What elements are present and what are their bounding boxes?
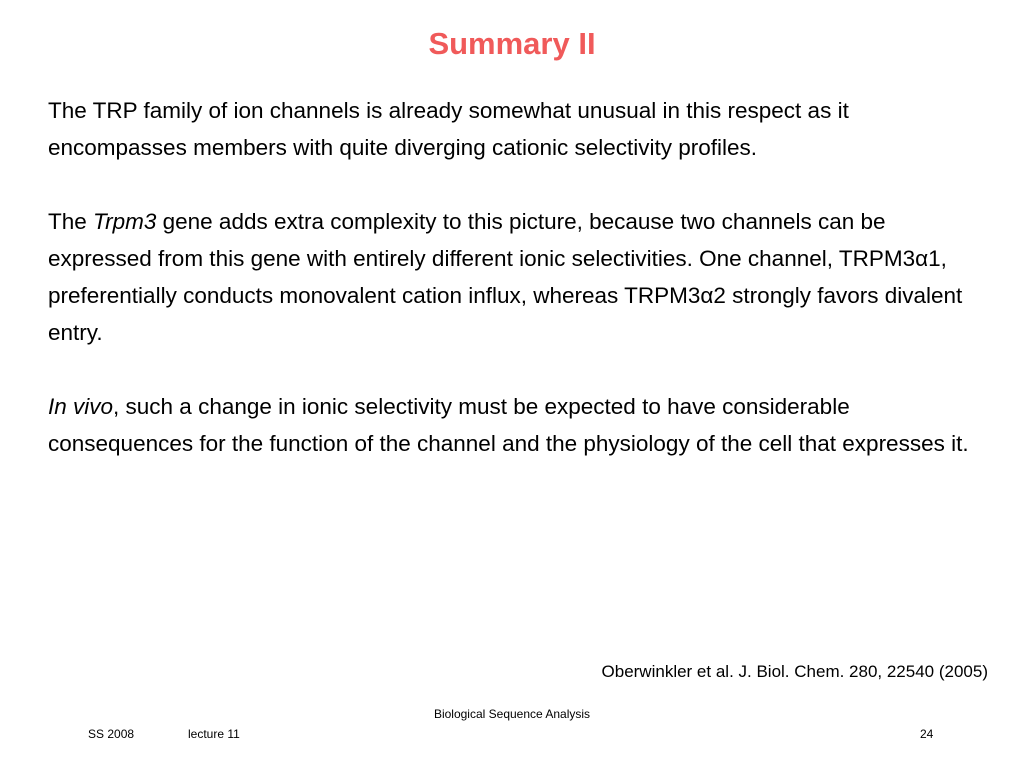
slide-body [48,92,988,499]
paragraph-text: The TRP family of ion channels is already somewhat unusual in this respect as it encompasses members with quite diverging cationic selectivity profiles. [48,98,849,160]
citation: Oberwinkler et al. J. Biol. Chem. 280, 22540 (2005) [601,662,988,681]
footer-course-title: Biological Sequence Analysis [433,707,591,721]
paragraph-text: gene adds extra complexity to this picture, because two channels can be expressed from this gene with entirely different ionic selectivities. One channel, TRPM3α1, preferentially conducts monovalent cation influx, whereas TRPM3α2 strongly favors divalent entry. [48,209,963,345]
paragraph-intro: The [48,209,94,234]
footer-term: SS 2008 [88,727,135,741]
in-vivo-italic: In vivo [48,394,114,419]
slide-title: Summary II [428,26,596,61]
paragraph-text: , such a change in ionic selectivity must be expected to have considerable consequences for the function of the channel and the physiology of the cell that expresses it. [48,394,969,456]
gene-name-italic: Trpm3 [93,209,157,234]
paragraph-trp-family [48,92,988,166]
paragraph-in-vivo [48,388,988,462]
paragraph-trpm3-gene [48,203,988,351]
footer-page-number: 24 [920,727,934,741]
footer-lecture: lecture 11 [188,727,240,741]
